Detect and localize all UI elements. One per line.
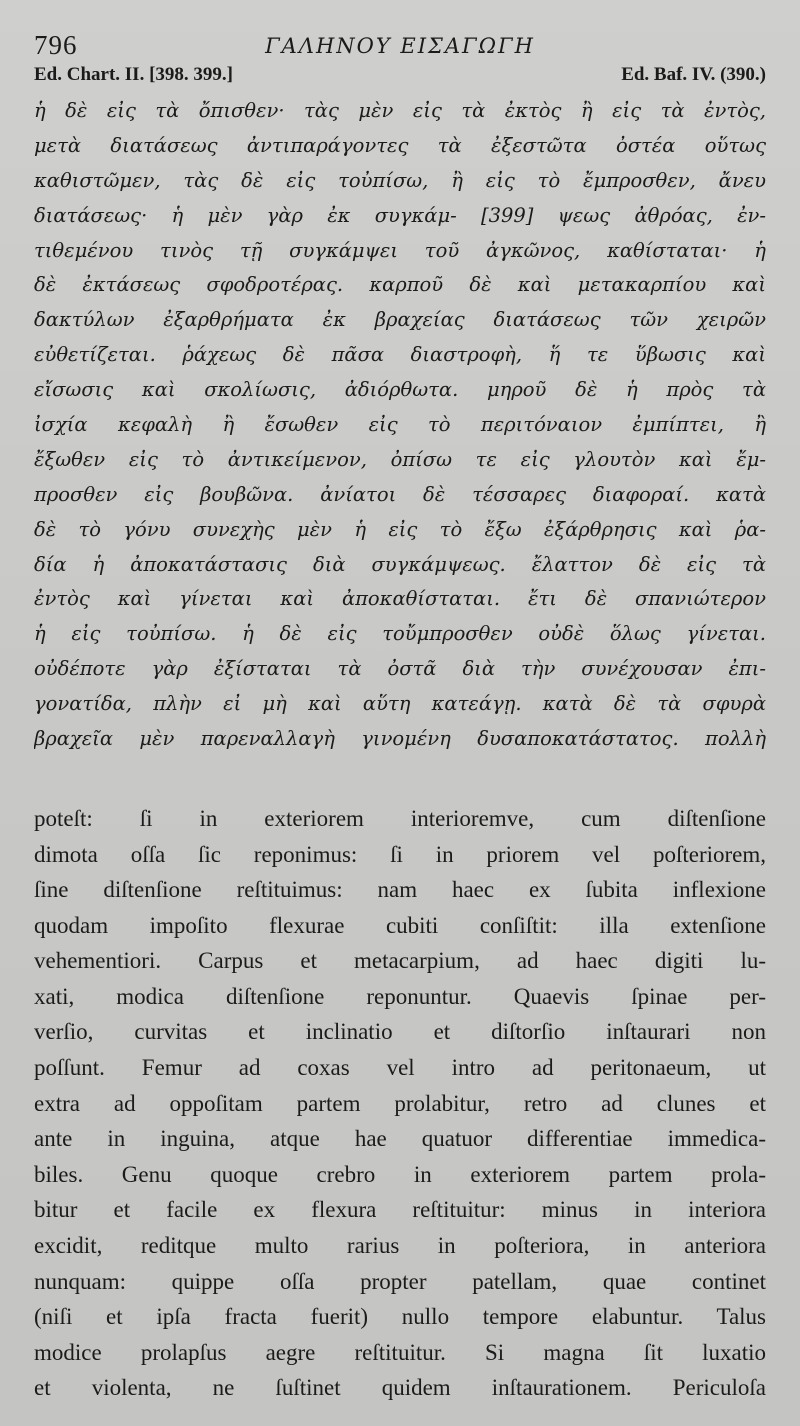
greek-line: ἡ εἰς τοὐπίσω. ἡ δὲ εἰς τοὔμπροσθεν οὐδὲ ὅλως γίνεται. [34, 622, 766, 646]
latin-line: vehementiori. Carpus et metacarpium, ad haec digiti lu- [34, 948, 766, 974]
latin-line: xati, modica diſtenſione reponuntur. Quaevis ſpinae per- [34, 983, 766, 1009]
greek-line: διατάσεως· ἡ μὲν γὰρ ἐκ συγκάμ- [399] ψεως ἀθρόας, ἐν- [34, 203, 766, 227]
greek-line: ἔξωθεν εἰς τὸ ἀντικείμενον, ὀπίσω τε εἰς γλουτὸν καὶ ἔμ- [34, 447, 766, 471]
latin-line: (niſi et ipſa fracta fuerit) nullo tempore elabuntur. Talus [34, 1304, 766, 1330]
greek-line: δία ἡ ἀποκατάστασις διὰ συγκάμψεως. ἔλαττον δὲ εἰς τὰ [34, 552, 766, 576]
latin-line: poteſt: ſi in exteriorem interioremve, cum diſtenſione [34, 805, 766, 831]
latin-line: et violenta, ne ſuſtinet quidem inſtaurationem. Periculoſa [34, 1375, 766, 1401]
latin-line: nunquam: quippe oſſa propter patellam, quae continet [34, 1268, 766, 1294]
latin-text-block [34, 801, 766, 1406]
greek-line: ἡ δὲ εἰς τὰ ὄπισθεν· τὰς μὲν εἰς τὰ ἐκτὸς ἢ εἰς τὰ ἐντὸς, [34, 99, 766, 122]
greek-line: δὲ τὸ γόνυ συνεχὴς μὲν ἡ εἰς τὸ ἔξω ἐξάρθρησις καὶ ῥα- [34, 517, 766, 541]
latin-line: biles. Genu quoque crebro in exteriorem partem prola- [34, 1161, 766, 1187]
latin-line: ſine diſtenſione reſtituimus: nam haec ex ſubita inflexione [34, 877, 766, 903]
greek-line: μετὰ διατάσεως ἀντιπαράγοντες τὰ ἐξεστῶτα ὀστέα οὕτως [34, 133, 766, 157]
greek-line: ἰσχία κεφαλὴ ἢ ἔσωθεν εἰς τὸ περιτόναιον ἐμπίπτει, ἢ [34, 413, 766, 437]
latin-line: dimota oſſa ſic reponimus: ſi in priorem vel poſteriorem, [34, 841, 766, 867]
running-head [34, 30, 766, 64]
running-title: ΓΑΛΗΝΟΥ ΕΙΣΑΓΩΓΗ [265, 34, 535, 58]
page-number: 796 [34, 30, 78, 60]
greek-text-block [34, 94, 766, 757]
edition-reference-basel: Ed. Baf. IV. (390.) [621, 64, 766, 85]
edition-reference-chartier: Ed. Chart. II. [398. 399.] [34, 64, 233, 85]
section-gap [34, 757, 766, 801]
greek-line: τιθεμένου τινὸς τῇ συγκάμψει τοῦ ἀγκῶνος, καθίσταται· ἡ [34, 238, 766, 262]
latin-line: poſſunt. Femur ad coxas vel intro ad peritonaeum, ut [34, 1055, 766, 1081]
latin-line: ante in inguina, atque hae quatuor differentiae immedica- [34, 1126, 766, 1152]
greek-line: δὲ ἐκτάσεως σφοδροτέρας. καρποῦ δὲ καὶ μετακαρπίου καὶ [34, 273, 766, 297]
latin-line: verſio, curvitas et inclinatio et diſtorſio inſtaurari non [34, 1019, 766, 1045]
greek-line: καθιστῶμεν, τὰς δὲ εἰς τοὐπίσω, ἢ εἰς τὸ ἔμπροσθεν, ἄνευ [34, 168, 766, 192]
latin-line: excidit, reditque multo rarius in poſteriora, in anteriora [34, 1233, 766, 1259]
greek-line: δακτύλων ἐξαρθρήματα ἐκ βραχείας διατάσεως τῶν χειρῶν [34, 308, 766, 332]
greek-line: οὐδέποτε γὰρ ἐξίσταται τὰ ὀστᾶ διὰ τὴν συνέχουσαν ἐπι- [34, 657, 766, 681]
edition-reference-line [34, 64, 766, 92]
latin-line: modice prolapſus aegre reſtituitur. Si magna ſit luxatio [34, 1339, 766, 1365]
latin-line: quodam impoſito flexurae cubiti conſiſtit: illa extenſione [34, 912, 766, 938]
greek-line: εὐθετίζεται. ῥάχεως δὲ πᾶσα διαστροφὴ, ἥ τε ὕβωσις καὶ [34, 343, 766, 367]
greek-line: εἴσωσις καὶ σκολίωσις, ἀδιόρθωτα. μηροῦ δὲ ἡ πρὸς τὰ [34, 378, 766, 402]
greek-line: βραχεῖα μὲν παρεναλλαγὴ γινομένη δυσαποκατάστατος. πολλὴ [34, 727, 766, 751]
latin-line: bitur et facile ex flexura reſtituitur: minus in interiora [34, 1197, 766, 1223]
greek-line: γονατίδα, πλὴν εἰ μὴ καὶ αὕτη κατεάγῃ. κατὰ δὲ τὰ σφυρὰ [34, 692, 766, 716]
greek-line: προσθεν εἰς βουβῶνα. ἀνίατοι δὲ τέσσαρες διαφοραί. κατὰ [34, 482, 766, 506]
latin-line: extra ad oppoſitam partem prolabitur, retro ad clunes et [34, 1090, 766, 1116]
greek-line: ἐντὸς καὶ γίνεται καὶ ἀποκαθίσταται. ἔτι δὲ σπανιώτερον [34, 587, 766, 611]
